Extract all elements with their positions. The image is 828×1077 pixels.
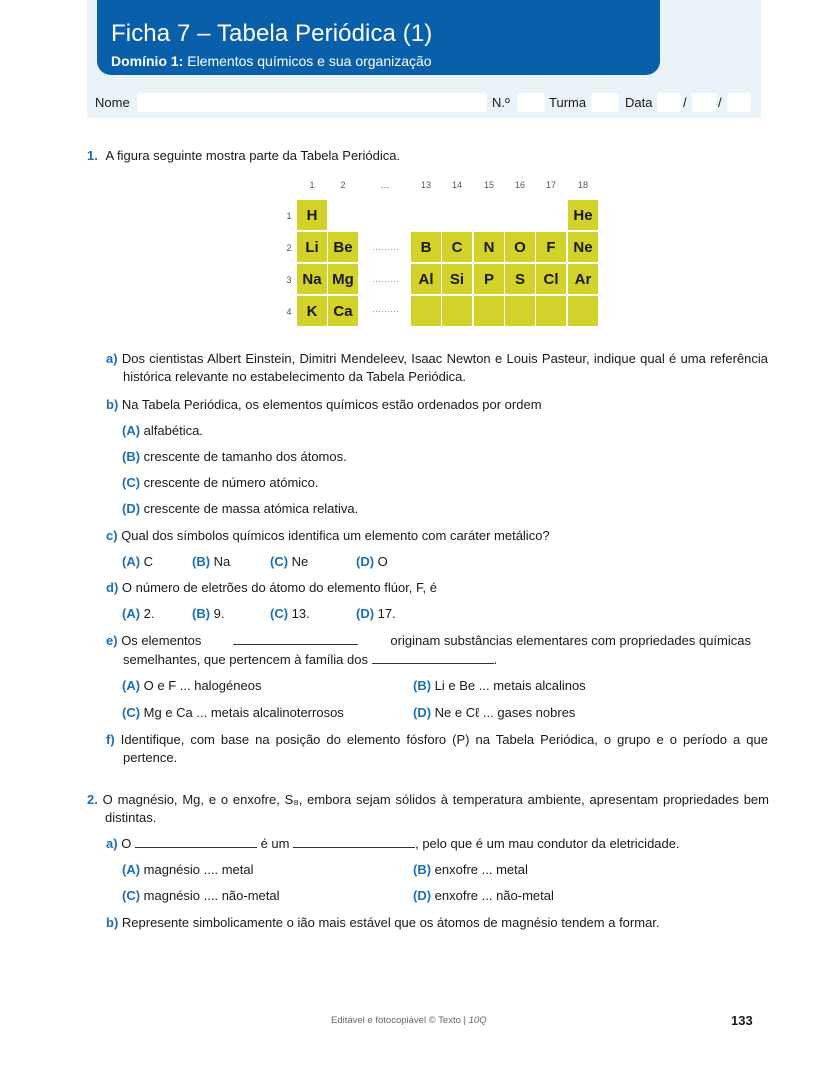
option-letter: (A)	[122, 862, 141, 877]
class-field[interactable]	[591, 93, 619, 112]
subquestion-letter: a)	[106, 351, 118, 366]
element-cell-empty	[536, 296, 566, 326]
element-cell-ne: Ne	[568, 232, 598, 262]
group-label: …	[380, 180, 390, 190]
option-a[interactable]	[122, 605, 155, 623]
option-b[interactable]	[192, 605, 225, 623]
option-text: 17.	[374, 606, 396, 621]
subquestion-text: originam substâncias elementares com propriedades químicas	[390, 633, 751, 648]
element-cell-be: Be	[328, 232, 358, 262]
element-cell-empty	[505, 296, 535, 326]
period-label: 2	[286, 243, 292, 253]
question-text: O magnésio, Mg, e o enxofre, S₈, embora sejam sólidos à temperatura ambiente, apresentam propriedades bem distintas.	[102, 792, 769, 825]
element-cell-b: B	[411, 232, 441, 262]
element-cell-cl: Cl	[536, 264, 566, 294]
option-letter: (B)	[192, 606, 211, 621]
option-b[interactable]	[122, 448, 347, 466]
question-1f	[106, 731, 768, 767]
periodic-table-figure	[285, 176, 605, 331]
date-month-field[interactable]	[692, 93, 716, 112]
date-year-field[interactable]	[727, 93, 751, 112]
element-cell-he: He	[568, 200, 598, 230]
question-1b	[106, 396, 542, 414]
option-b[interactable]	[413, 861, 528, 879]
option-letter: (D)	[413, 705, 432, 720]
question-2b	[106, 914, 660, 932]
question-1d	[106, 579, 437, 597]
option-text: 9.	[210, 606, 225, 621]
date-separator: /	[683, 95, 687, 110]
element-cell-c: C	[442, 232, 472, 262]
page-number: 133	[731, 1013, 753, 1028]
class-label: Turma	[549, 95, 587, 110]
question-1	[87, 147, 400, 165]
period-label: 3	[286, 275, 292, 285]
answer-blank[interactable]	[233, 632, 358, 645]
option-c[interactable]	[122, 474, 319, 492]
name-label: Nome	[95, 95, 130, 110]
date-separator: /	[718, 95, 722, 110]
option-letter: (A)	[122, 554, 141, 569]
option-d[interactable]	[356, 553, 388, 571]
option-text: Li e Be ... metais alcalinos	[431, 678, 586, 693]
element-cell-empty	[474, 296, 504, 326]
question-text: A figura seguinte mostra parte da Tabela Periódica.	[105, 148, 401, 163]
subquestion-letter: e)	[106, 633, 118, 648]
answer-blank[interactable]	[372, 651, 494, 664]
question-1e	[106, 632, 751, 650]
element-cell-empty	[442, 296, 472, 326]
element-cell-empty	[411, 296, 441, 326]
element-cell-p: P	[474, 264, 504, 294]
option-text: O e F ... halogéneos	[140, 678, 262, 693]
option-d[interactable]	[122, 500, 358, 518]
option-letter: (B)	[192, 554, 211, 569]
option-text: 2.	[140, 606, 155, 621]
ellipsis-dots: ………	[372, 274, 399, 284]
option-c[interactable]	[270, 553, 308, 571]
title-banner	[97, 0, 660, 75]
option-a[interactable]	[122, 553, 153, 571]
subquestion-text: O	[121, 836, 132, 851]
option-letter: (B)	[413, 678, 432, 693]
subquestion-letter: b)	[106, 397, 119, 412]
footer-text: Editável e fotocopiável © Texto |	[331, 1015, 469, 1026]
number-label: N.º	[492, 95, 510, 110]
option-text: magnésio .... metal	[140, 862, 254, 877]
ellipsis-dots: ………	[372, 304, 399, 314]
option-a[interactable]	[122, 422, 203, 440]
group-label: 16	[514, 180, 525, 190]
footer-book-code: 10Q	[468, 1015, 487, 1026]
option-letter: (C)	[270, 606, 289, 621]
date-day-field[interactable]	[657, 93, 681, 112]
name-field[interactable]	[137, 93, 487, 112]
option-text: crescente de número atómico.	[140, 475, 319, 490]
subquestion-text: Dos cientistas Albert Einstein, Dimitri Mendeleev, Isaac Newton e Louis Pasteur, indique qual é uma referência histórica relevante no estabelecimento da Tabela Periódica.	[121, 351, 768, 384]
option-text: C	[140, 554, 154, 569]
period-mark: .	[493, 652, 498, 667]
group-label: 14	[451, 180, 462, 190]
option-letter: (C)	[270, 554, 289, 569]
option-text: crescente de tamanho dos átomos.	[140, 449, 347, 464]
question-1c	[106, 527, 550, 545]
question-1e-line2	[123, 651, 497, 669]
option-letter: (B)	[413, 862, 432, 877]
subquestion-letter: f)	[106, 732, 115, 747]
subquestion-letter: a)	[106, 836, 118, 851]
option-letter: (C)	[122, 475, 141, 490]
subquestion-letter: c)	[106, 528, 118, 543]
element-cell-ar: Ar	[568, 264, 598, 294]
question-2a	[106, 835, 680, 853]
option-text: Mg e Ca ... metais alcalinoterrosos	[140, 705, 344, 720]
student-info-form	[87, 93, 761, 113]
option-text: Na	[210, 554, 231, 569]
option-d[interactable]	[356, 605, 396, 623]
element-cell-si: Si	[442, 264, 472, 294]
subquestion-text: Identifique, com base na posição do elemento fósforo (P) na Tabela Periódica, o grupo e o período a que pertence.	[120, 732, 768, 765]
answer-blank[interactable]	[135, 835, 257, 848]
option-letter: (A)	[122, 678, 141, 693]
group-label: 15	[483, 180, 494, 190]
question-number: 2.	[87, 792, 98, 807]
question-2	[87, 791, 769, 827]
group-label: 1	[309, 180, 315, 190]
option-b[interactable]	[413, 677, 586, 695]
option-letter: (D)	[356, 554, 375, 569]
element-cell-s: S	[505, 264, 535, 294]
option-text: enxofre ... metal	[431, 862, 528, 877]
option-text: alfabética.	[140, 423, 203, 438]
option-letter: (D)	[413, 888, 432, 903]
option-text: O	[374, 554, 388, 569]
option-text: 13.	[288, 606, 310, 621]
element-cell-al: Al	[411, 264, 441, 294]
element-cell-ca: Ca	[328, 296, 358, 326]
option-text: crescente de massa atómica relativa.	[140, 501, 359, 516]
period-label: 1	[286, 211, 292, 221]
subquestion-text: Os elementos	[121, 633, 202, 648]
option-text: magnésio .... não-metal	[140, 888, 280, 903]
option-a[interactable]	[122, 677, 261, 695]
option-text: enxofre ... não-metal	[431, 888, 554, 903]
option-a[interactable]	[122, 861, 254, 879]
page-title: Ficha 7 – Tabela Periódica (1)	[111, 20, 433, 47]
element-cell-na: Na	[297, 264, 327, 294]
subquestion-letter: b)	[106, 915, 119, 930]
group-label: 2	[340, 180, 346, 190]
footer-credit	[331, 1015, 487, 1026]
option-letter: (C)	[122, 888, 141, 903]
answer-blank[interactable]	[293, 835, 415, 848]
subquestion-text: O número de eletrões do átomo do elemento flúor, F, é	[121, 580, 437, 595]
element-cell-mg: Mg	[328, 264, 358, 294]
period-label: 4	[286, 307, 292, 317]
group-label: 17	[545, 180, 556, 190]
date-label: Data	[625, 95, 653, 110]
domain-label: Domínio 1:	[111, 53, 184, 69]
domain-text: Elementos químicos e sua organização	[183, 53, 432, 69]
element-cell-li: Li	[297, 232, 327, 262]
element-cell-empty	[568, 296, 598, 326]
option-d[interactable]	[413, 704, 575, 722]
option-letter: (D)	[356, 606, 375, 621]
option-c[interactable]	[270, 605, 310, 623]
element-cell-n: N	[474, 232, 504, 262]
subquestion-text: semelhantes, que pertencem à família dos	[123, 652, 368, 667]
option-text: Ne	[288, 554, 309, 569]
ellipsis-dots: ………	[372, 242, 399, 252]
option-b[interactable]	[192, 553, 230, 571]
element-cell-o: O	[505, 232, 535, 262]
subquestion-text: Na Tabela Periódica, os elementos químicos estão ordenados por ordem	[121, 397, 542, 412]
element-cell-h: H	[297, 200, 327, 230]
number-field[interactable]	[517, 93, 545, 112]
question-1a	[106, 350, 768, 386]
subquestion-text: é um	[260, 836, 290, 851]
subquestion-text: Qual dos símbolos químicos identifica um elemento com caráter metálico?	[121, 528, 550, 543]
element-cell-f: F	[536, 232, 566, 262]
option-letter: (A)	[122, 423, 141, 438]
subquestion-text: , pelo que é um mau condutor da eletricidade.	[415, 836, 680, 851]
option-letter: (D)	[122, 501, 141, 516]
group-label: 18	[577, 180, 588, 190]
group-label: 13	[420, 180, 431, 190]
option-letter: (C)	[122, 705, 141, 720]
subquestion-text: Represente simbolicamente o ião mais estável que os átomos de magnésio tendem a formar.	[121, 915, 660, 930]
page-subtitle	[111, 53, 432, 69]
option-c[interactable]	[122, 887, 280, 905]
option-text: Ne e Cℓ ... gases nobres	[431, 705, 576, 720]
element-cell-k: K	[297, 296, 327, 326]
question-number: 1.	[87, 148, 98, 163]
option-letter: (B)	[122, 449, 141, 464]
option-letter: (A)	[122, 606, 141, 621]
subquestion-letter: d)	[106, 580, 119, 595]
option-c[interactable]	[122, 704, 344, 722]
option-d[interactable]	[413, 887, 554, 905]
